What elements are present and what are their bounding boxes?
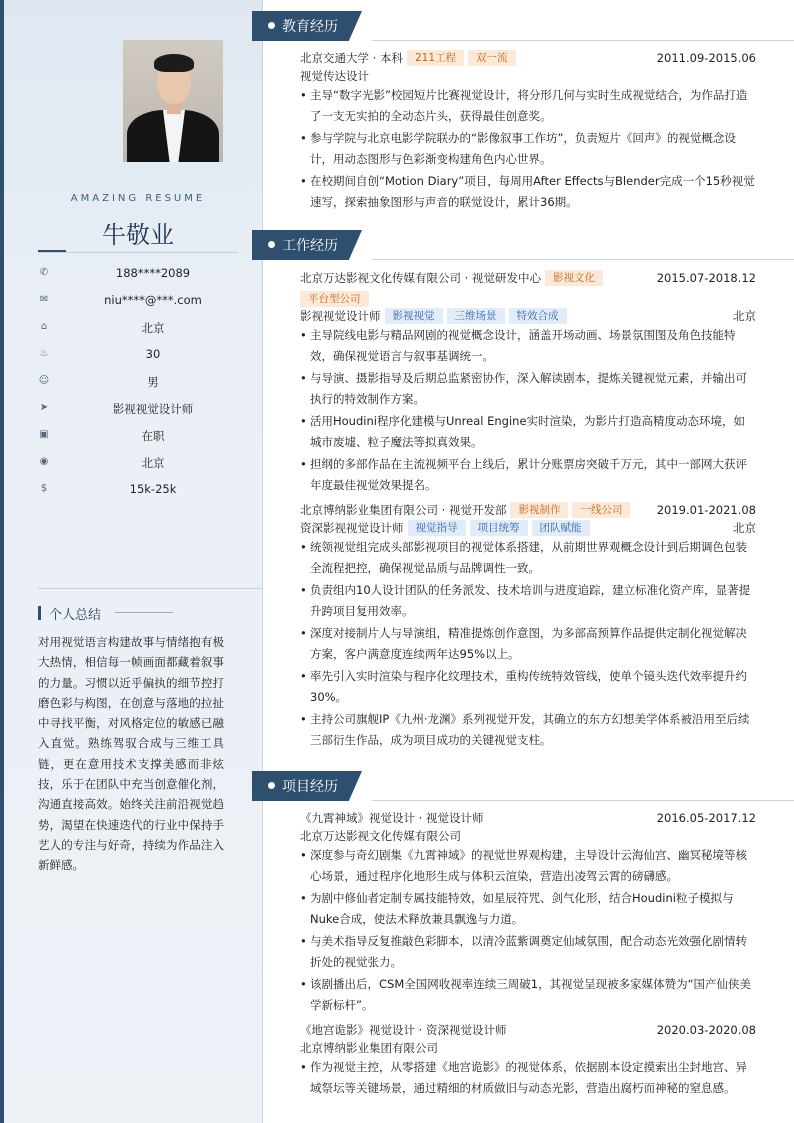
info-status (38, 426, 238, 446)
list-item: • 负责组内10人设计团队的任务派发、技术培训与进度追踪，建立标准化资产库，显著提升跨项目复用效率。 (300, 580, 756, 622)
work-heading (252, 230, 372, 260)
age-value: 30 (145, 347, 161, 361)
project-name: 《九霄神域》视觉设计 · 视觉设计师 (300, 811, 484, 825)
job-header-row (300, 501, 756, 519)
project-name: 《地宫诡影》视觉设计 · 资深视觉设计师 (300, 1023, 507, 1037)
name-accent-line (38, 250, 66, 252)
section-divider (372, 259, 794, 260)
company-name: 北京万达影视文化传媒有限公司 · 视觉研发中心 (300, 271, 541, 285)
list-item: • 该剧播出后，CSM全国网收视率连续三周破1，其视觉呈现被多家媒体赞为“国产仙侠美学新标杆”。 (300, 974, 756, 1016)
face-icon: ☺ (38, 375, 50, 386)
project-bullets (300, 1057, 756, 1100)
project-date: 2016.05-2017.12 (656, 811, 756, 825)
name-divider (38, 252, 238, 253)
list-item: • 参与学院与北京电影学院联办的“影像叙事工作坊”，负责短片《回声》的视觉概念设计，用动态图形与色彩渐变构建角色内心世界。 (300, 128, 756, 170)
list-item: • 深度参与奇幻剧集《九霄神域》的视觉世界观构建，主导设计云海仙宫、幽冥秘境等核心场景，通过程序化地形生成与体积云渲染，营造出凌驾云霄的磅礴感。 (300, 845, 756, 887)
company-tag: 平台型公司 (300, 291, 369, 307)
sidebar (0, 0, 263, 1123)
hometown-value: 北京 (141, 321, 165, 335)
sidebar-edge (0, 0, 4, 1123)
position-value: 影视视觉设计师 (112, 402, 194, 416)
projects-heading (252, 771, 372, 801)
school-name: 北京交通大学 · 本科 (300, 51, 403, 65)
company-tag-row (300, 290, 756, 308)
job-city: 北京 (733, 309, 756, 323)
list-item: • 率先引入实时渲染与程序化纹理技术，重构传统特效管线，使单个镜头迭代效率提升约30%。 (300, 666, 756, 708)
mail-icon: ✉ (39, 294, 49, 305)
person-name: 牛敬业 (102, 221, 174, 249)
list-item: • 主导“数字光影”校园短片比赛视觉设计，将分形几何与实时生成视觉结合，为作品打造了一支无实拍的全动态片头，获得最佳创意奖。 (300, 85, 756, 127)
list-item: • 担纲的多部作品在主流视频平台上线后，累计分账票房突破千万元，其中一部网大获评年度最佳视觉效果提名。 (300, 454, 756, 496)
school-tag: 双一流 (468, 50, 516, 66)
job-role: 资深影视视觉设计师 (300, 521, 404, 535)
status-value: 在职 (141, 429, 165, 443)
main-content (262, 0, 794, 1123)
major: 视觉传达设计 (300, 69, 369, 83)
send-icon: ➤ (39, 402, 49, 413)
resume-tagline: AMAZING RESUME (70, 193, 206, 204)
gender-value: 男 (147, 375, 159, 389)
role-tag: 项目统筹 (470, 520, 528, 536)
job-header-row (300, 269, 756, 287)
role-tag: 视觉指导 (408, 520, 466, 536)
list-item: • 主持公司旗舰IP《九州·龙渊》系列视觉开发，其确立的东方幻想美学体系被沿用至后续三部衍生作品，成为项目成功的关键视觉支柱。 (300, 709, 756, 751)
section-divider (372, 800, 794, 801)
school-tag: 211工程 (407, 50, 464, 66)
salary-value: 15k-25k (129, 482, 177, 496)
company-tag: 影视文化 (545, 270, 603, 286)
job-role-row (300, 307, 756, 325)
education-heading (252, 11, 372, 41)
job-bullets (300, 537, 756, 752)
section-divider (372, 40, 794, 41)
location-value: 北京 (141, 456, 165, 470)
role-tag: 团队赋能 (532, 520, 590, 536)
summary-text: 对用视觉语言构建故事与情绪抱有极大热情，相信每一帧画面都藏着叙事的力量。习惯以近乎偏执的细节控打磨色彩与构图，在创意与落地的拉扯中寻找平衡，对风格定位的敏感已融入直觉。熟练驾驭合成与三维工具链，更在意用技术支撑美感而非炫技，乐于在团队中充当创意催化剂，沟通直接高效。始终关注前沿视觉趋势，渴望在快速迭代的行业中保持手艺人的专注与好奇，持续为作品注入新鲜感。 (38, 635, 224, 873)
info-salary (38, 480, 238, 500)
location-icon: ◉ (39, 456, 49, 467)
job-role-row (300, 519, 756, 537)
salary-icon: $ (40, 483, 48, 494)
list-item: • 活用Houdini程序化建模与Unreal Engine实时渲染，为影片打造高精度动态环境，如城市废墟、粒子魔法等拟真效果。 (300, 411, 756, 453)
briefcase-icon: ▣ (39, 429, 49, 440)
list-item: • 深度对接制片人与导演组，精准提炼创作意图，为多部高预算作品提供定制化视觉解决方案，客户满意度连续两年达95%以上。 (300, 623, 756, 665)
job-role: 影视视觉设计师 (300, 309, 381, 323)
list-item: • 与导演、摄影指导及后期总监紧密协作，深入解读剧本，提炼关键视觉元素，并输出可执行的特效制作方案。 (300, 368, 756, 410)
phone-value: 188****2089 (115, 266, 191, 280)
education-header-row (300, 49, 756, 67)
list-item: • 统领视觉组完成头部影视项目的视觉体系搭建，从前期世界观概念设计到后期调色包装全流程把控，确保视觉品质与品牌调性一致。 (300, 537, 756, 579)
info-email (38, 291, 238, 311)
list-item: • 主导院线电影与精品网剧的视觉概念设计，涵盖开场动画、场景氛围图及角色技能特效，确保视觉语言与叙事基调统一。 (300, 325, 756, 367)
info-gender (38, 372, 238, 392)
list-item: • 在校期间自创“Motion Diary”项目，每周用After Effects与Blender完成一个15秒视觉速写，探索抽象图形与声音的联觉设计，累计36期。 (300, 171, 756, 213)
home-icon: ⌂ (40, 321, 48, 332)
info-location (38, 453, 238, 473)
email-value: niu****@***.com (104, 293, 202, 307)
cake-icon: ♨ (39, 348, 49, 359)
role-tag: 三维场景 (447, 308, 505, 324)
projects-title: 项目经历 (282, 779, 338, 795)
job-city: 北京 (733, 521, 756, 535)
info-hometown (38, 318, 238, 338)
info-phone (38, 264, 238, 284)
role-tag: 特效合成 (509, 308, 567, 324)
education-bullets (300, 85, 756, 214)
phone-icon: ✆ (39, 267, 49, 278)
work-title: 工作经历 (282, 238, 338, 254)
project-header-row (300, 809, 756, 827)
list-item: • 与美术指导反复推敲色彩脚本，以清冷蓝紫调奠定仙域氛围，配合动态光效强化剧情转折处的视觉张力。 (300, 931, 756, 973)
list-item: • 为剧中修仙者定制专属技能特效，如星辰符咒、剑气化形，结合Houdini粒子模拟与Nuke合成，使法术释放兼具飘逸与力道。 (300, 888, 756, 930)
company-tag: 影视制作 (510, 502, 568, 518)
job-bullets (300, 325, 756, 497)
project-date: 2020.03-2020.08 (656, 1023, 756, 1037)
job-date: 2019.01-2021.08 (656, 503, 756, 517)
company-name: 北京博纳影业集团有限公司 · 视觉开发部 (300, 503, 507, 517)
education-title: 教育经历 (282, 19, 338, 35)
summary-title: 个人总结 (49, 608, 102, 623)
avatar (123, 40, 223, 162)
project-header-row (300, 1021, 756, 1039)
project-company: 北京博纳影业集团有限公司 (300, 1041, 438, 1055)
list-item: • 作为视觉主控，从零搭建《地宫诡影》的视觉体系，依据剧本设定摸索出尘封地宫、异域祭坛等关键场景，通过精细的材质做旧与动态光影，营造出腐朽而神秘的窒息感。 (300, 1057, 756, 1099)
education-date: 2011.09-2015.06 (656, 51, 756, 65)
project-bullets (300, 845, 756, 1017)
job-date: 2015.07-2018.12 (656, 271, 756, 285)
info-age (38, 345, 238, 365)
info-position (38, 399, 238, 419)
sidebar-divider (38, 588, 262, 589)
company-tag: 一线公司 (572, 502, 630, 518)
project-company: 北京万达影视文化传媒有限公司 (300, 829, 461, 843)
role-tag: 影视视觉 (385, 308, 443, 324)
